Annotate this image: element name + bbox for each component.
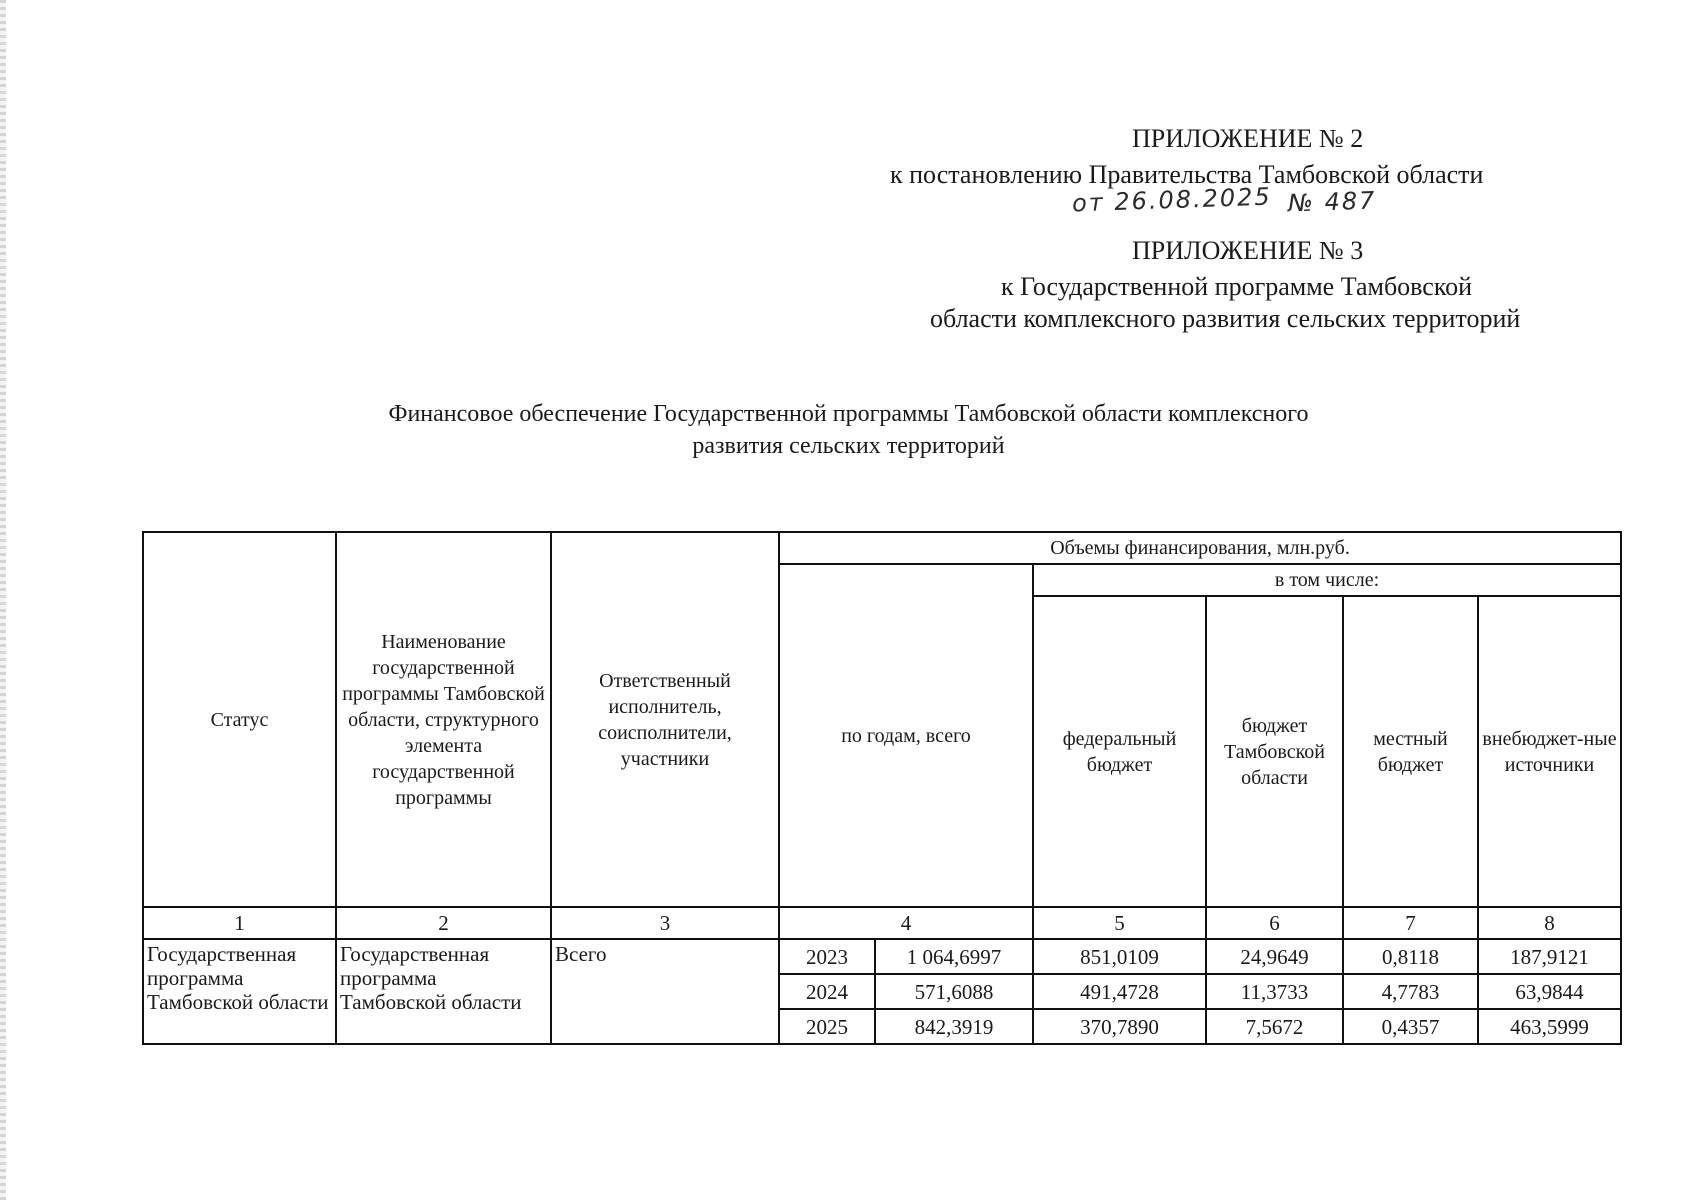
row-status: Государственная программа Тамбовской области (143, 939, 336, 1044)
header-local: местный бюджет (1343, 596, 1478, 907)
scan-edge (0, 0, 6, 1200)
col-number: 5 (1033, 907, 1206, 939)
appendix3-line2: области комплексного развития сельских территорий (930, 304, 1521, 333)
col-number: 1 (143, 907, 336, 939)
header-executor: Ответственный исполнитель, соисполнители, участники (551, 532, 779, 907)
federal-cell: 851,0109 (1033, 939, 1206, 974)
total-cell: 571,6088 (875, 974, 1033, 1009)
col-number: 3 (551, 907, 779, 939)
header-extra: внебюджет-ные источники (1478, 596, 1621, 907)
handwritten-date: от 26.08.2025 (1071, 182, 1273, 218)
year-cell: 2023 (779, 939, 875, 974)
regional-cell: 7,5672 (1206, 1009, 1343, 1044)
appendix2-reference: к постановлению Правительства Тамбовской области (890, 160, 1484, 189)
col-number: 4 (779, 907, 1033, 939)
extra-cell: 463,5999 (1478, 1009, 1621, 1044)
row-program-name: Государственная программа Тамбовской области (336, 939, 551, 1044)
document-title-line1: Финансовое обеспечение Государственной программы Тамбовской области комплексного (388, 401, 1309, 427)
header-including: в том числе: (1033, 564, 1621, 596)
header-by-years: по годам, всего (779, 564, 1033, 907)
regional-cell: 24,9649 (1206, 939, 1343, 974)
handwritten-number: № 487 (1287, 186, 1377, 218)
header-program-name: Наименование государственной программы Тамбовской области, структурного элемента государственной программы (336, 532, 551, 907)
federal-cell: 491,4728 (1033, 974, 1206, 1009)
header-funding: Объемы финансирования, млн.руб. (779, 532, 1621, 564)
col-number: 6 (1206, 907, 1343, 939)
year-cell: 2025 (779, 1009, 875, 1044)
local-cell: 0,4357 (1343, 1009, 1478, 1044)
appendix3-title: ПРИЛОЖЕНИЕ № 3 (1132, 236, 1364, 265)
local-cell: 0,8118 (1343, 939, 1478, 974)
total-cell: 842,3919 (875, 1009, 1033, 1044)
col-number: 7 (1343, 907, 1478, 939)
financing-table (142, 531, 1622, 1045)
row-executor: Всего (551, 939, 779, 1044)
document-title (0, 398, 1697, 462)
col-number: 2 (336, 907, 551, 939)
federal-cell: 370,7890 (1033, 1009, 1206, 1044)
header-status: Статус (143, 532, 336, 907)
regional-cell: 11,3733 (1206, 974, 1343, 1009)
year-cell: 2024 (779, 974, 875, 1009)
extra-cell: 63,9844 (1478, 974, 1621, 1009)
local-cell: 4,7783 (1343, 974, 1478, 1009)
header-regional: бюджет Тамбовской области (1206, 596, 1343, 907)
table-row-2023 (143, 939, 1621, 974)
appendix2-title: ПРИЛОЖЕНИЕ № 2 (1132, 124, 1364, 153)
document-title-line2: развития сельских территорий (692, 433, 1005, 459)
total-cell: 1 064,6997 (875, 939, 1033, 974)
col-number: 8 (1478, 907, 1621, 939)
extra-cell: 187,9121 (1478, 939, 1621, 974)
appendix3-line1: к Государственной программе Тамбовской (1001, 272, 1473, 301)
header-federal: федеральный бюджет (1033, 596, 1206, 907)
